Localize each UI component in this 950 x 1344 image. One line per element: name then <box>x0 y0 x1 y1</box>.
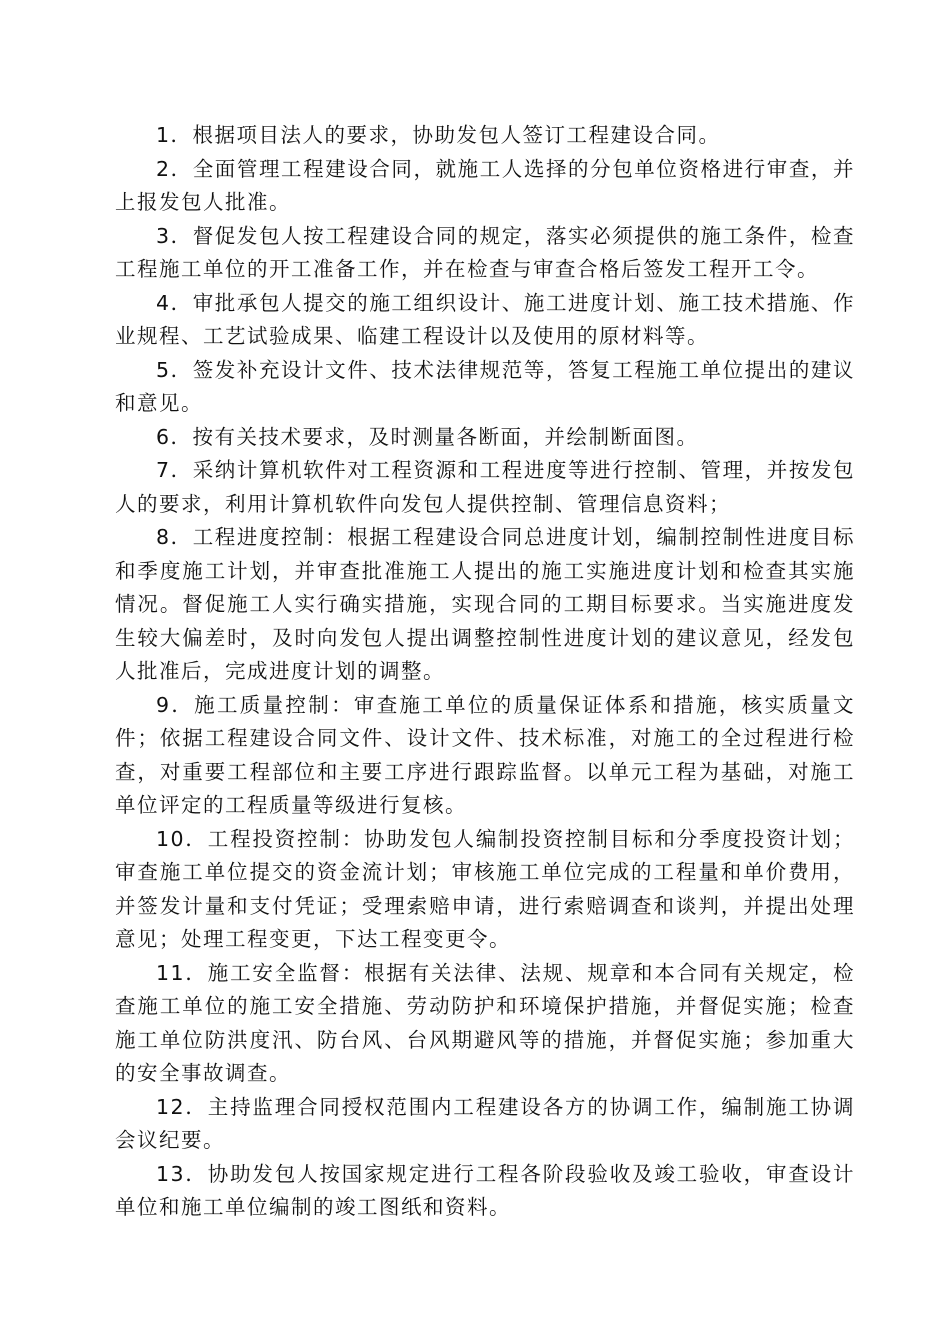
paragraph-3: 3．督促发包人按工程建设合同的规定，落实必须提供的施工条件，检查工程施工单位的开工准备工作，并在检查与审查合格后签发工程开工令。 <box>115 223 855 281</box>
paragraph-2: 2．全面管理工程建设合同，就施工人选择的分包单位资格进行审查，并上报发包人批准。 <box>115 156 855 214</box>
paragraph-7: 7．采纳计算机软件对工程资源和工程进度等进行控制、管理，并按发包人的要求，利用计算机软件向发包人提供控制、管理信息资料； <box>115 458 855 516</box>
paragraph-12: 12．主持监理合同授权范围内工程建设各方的协调工作，编制施工协调会议纪要。 <box>115 1094 855 1152</box>
paragraph-11: 11．施工安全监督：根据有关法律、法规、规章和本合同有关规定，检查施工单位的施工安全措施、劳动防护和环境保护措施，并督促实施；检查施工单位防洪度汛、防台风、台风期避风等的措施，并督促实施；参加重大的安全事故调查。 <box>115 960 855 1085</box>
document-body <box>115 119 855 1225</box>
paragraph-13: 13．协助发包人按国家规定进行工程各阶段验收及竣工验收，审查设计单位和施工单位编制的竣工图纸和资料。 <box>115 1161 855 1219</box>
paragraph-6: 6．按有关技术要求，及时测量各断面，并绘制断面图。 <box>156 424 699 449</box>
paragraph-10: 10．工程投资控制：协助发包人编制投资控制目标和分季度投资计划；审查施工单位提交的资金流计划；审核施工单位完成的工程量和单价费用，并签发计量和支付凭证；受理索赔申请，进行索赔调查和谈判，并提出处理意见；处理工程变更，下达工程变更令。 <box>115 826 855 951</box>
paragraph-1: 1．根据项目法人的要求，协助发包人签订工程建设合同。 <box>156 123 721 147</box>
paragraph-8: 8．工程进度控制：根据工程建设合同总进度计划，编制控制性进度目标和季度施工计划，并审查批准施工人提出的施工实施进度计划和检查其实施情况。督促施工人实行确实措施，实现合同的工期目标要求。当实施进度发生较大偏差时，及时向发包人提出调整控制性进度计划的建议意见，经发包人批准后，完成进度计划的调整。 <box>115 525 855 683</box>
paragraph-9: 9．施工质量控制：审查施工单位的质量保证体系和措施，核实质量文件；依据工程建设合同文件、设计文件、技术标准，对施工的全过程进行检查，对重要工程部位和主要工序进行跟踪监督。以单元工程为基础，对施工单位评定的工程质量等级进行复核。 <box>115 692 855 817</box>
paragraph-4: 4．审批承包人提交的施工组织设计、施工进度计划、施工技术措施、作业规程、工艺试验成果、临建工程设计以及使用的原材料等。 <box>115 290 855 348</box>
paragraph-5: 5．签发补充设计文件、技术法律规范等，答复工程施工单位提出的建议和意见。 <box>115 357 855 415</box>
